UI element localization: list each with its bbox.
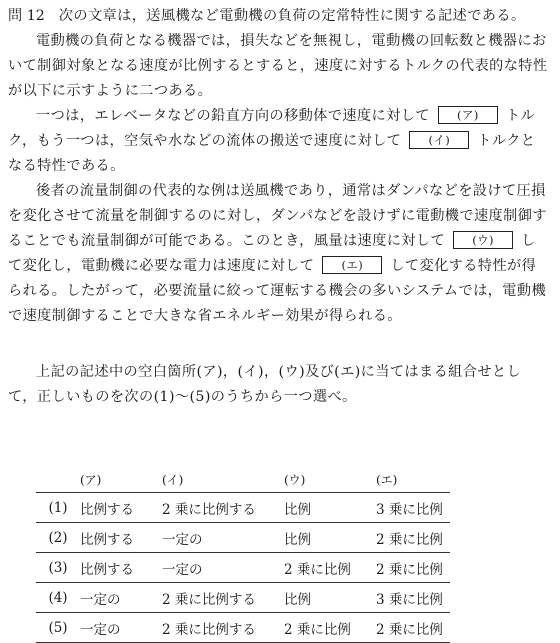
passage-p3-text-c: して変化する特性が得られる。したがって，必要流量に絞って運転する機会の多いシステムでは，電動機で速度制御することで大きな省エネルギー効果が得られる。	[8, 258, 547, 324]
table-cell: 比例	[284, 583, 376, 613]
passage-paragraph-2	[8, 104, 548, 179]
instruction-text: 上記の記述中の空白箇所(ア)，(イ)，(ウ)及び(エ)に当てはまる組合せとして，正しいものを次の(1)～(5)のうちから一つ選べ。	[8, 364, 522, 405]
passage-p2-text-a: 一つは，エレベータなどの鉛直方向の移動体で速度に対して	[36, 108, 430, 124]
table-cell: 比例する	[80, 493, 162, 523]
blank-a: (ア)	[438, 106, 498, 124]
answer-choices-table	[36, 466, 450, 643]
passage-paragraph-3	[8, 179, 548, 329]
choice-number: (1)	[36, 493, 80, 523]
table-cell: 2 乗に比例	[284, 553, 376, 583]
table-cell: 一定の	[80, 583, 162, 613]
choice-number: (2)	[36, 523, 80, 553]
table-cell: 3 乗に比例	[376, 583, 450, 613]
blank-e: (エ)	[322, 256, 382, 274]
choice-number: (3)	[36, 553, 80, 583]
table-row	[36, 553, 450, 583]
table-cell: 比例する	[80, 523, 162, 553]
passage-p2-text-b: トルク，もう一つは，空気や水などの流体の搬送で速度に対して	[8, 108, 536, 149]
passage-p2-text-c: トルクとなる特性である。	[8, 133, 536, 174]
table-row	[36, 493, 450, 523]
question-lead: 次の文章は，送風機など電動機の負荷の定常特性に関する記述である。	[58, 8, 526, 24]
passage-p3-text-b: して変化し，電動機に必要な電力は速度に対して	[8, 233, 536, 274]
table-cell: 一定の	[80, 613, 162, 643]
choice-number: (4)	[36, 583, 80, 613]
table-row	[36, 523, 450, 553]
question-number: 問 12	[8, 8, 45, 24]
instruction	[8, 360, 548, 410]
table-cell: 一定の	[162, 553, 284, 583]
table-row	[36, 583, 450, 613]
passage-paragraph-1	[8, 29, 548, 104]
table-cell: 比例する	[80, 553, 162, 583]
table-cell: 2 乗に比例	[376, 553, 450, 583]
passage-p1-text: 電動機の負荷となる機器では，損失などを無視し，電動機の回転数と機器において制御対象となる速度が比例するとすると，速度に対するトルクの代表的な特性が以下に示すように二つある。	[8, 33, 548, 99]
blank-i: (イ)	[409, 131, 469, 149]
choice-number: (5)	[36, 613, 80, 643]
table-cell: 一定の	[162, 523, 284, 553]
table-cell: 2 乗に比例	[376, 523, 450, 553]
table-cell: 3 乗に比例	[376, 493, 450, 523]
table-row	[36, 613, 450, 643]
table-header: (イ)	[162, 472, 184, 487]
table-header: (ア)	[80, 472, 102, 487]
table-header-row	[36, 466, 450, 493]
table-header: (エ)	[376, 472, 398, 487]
question-header	[8, 4, 548, 29]
table-cell: 2 乗に比例する	[162, 583, 284, 613]
table-cell: 比例	[284, 493, 376, 523]
passage-p3-text-a: 後者の流量制御の代表的な例は送風機であり，通常はダンパなどを設けて圧損を変化させて流量を制御するのに対し，ダンパなどを設けずに電動機で速度制御することでも流量制御が可能である。このとき，風量は速度に対して	[8, 183, 547, 249]
blank-u: (ウ)	[453, 231, 513, 249]
table-cell: 2 乗に比例	[376, 613, 450, 643]
table-header: (ウ)	[284, 472, 306, 487]
table-cell: 2 乗に比例	[284, 613, 376, 643]
table-cell: 2 乗に比例する	[162, 493, 284, 523]
table-header	[36, 466, 80, 493]
table-cell: 比例	[284, 523, 376, 553]
table-cell: 2 乗に比例する	[162, 613, 284, 643]
